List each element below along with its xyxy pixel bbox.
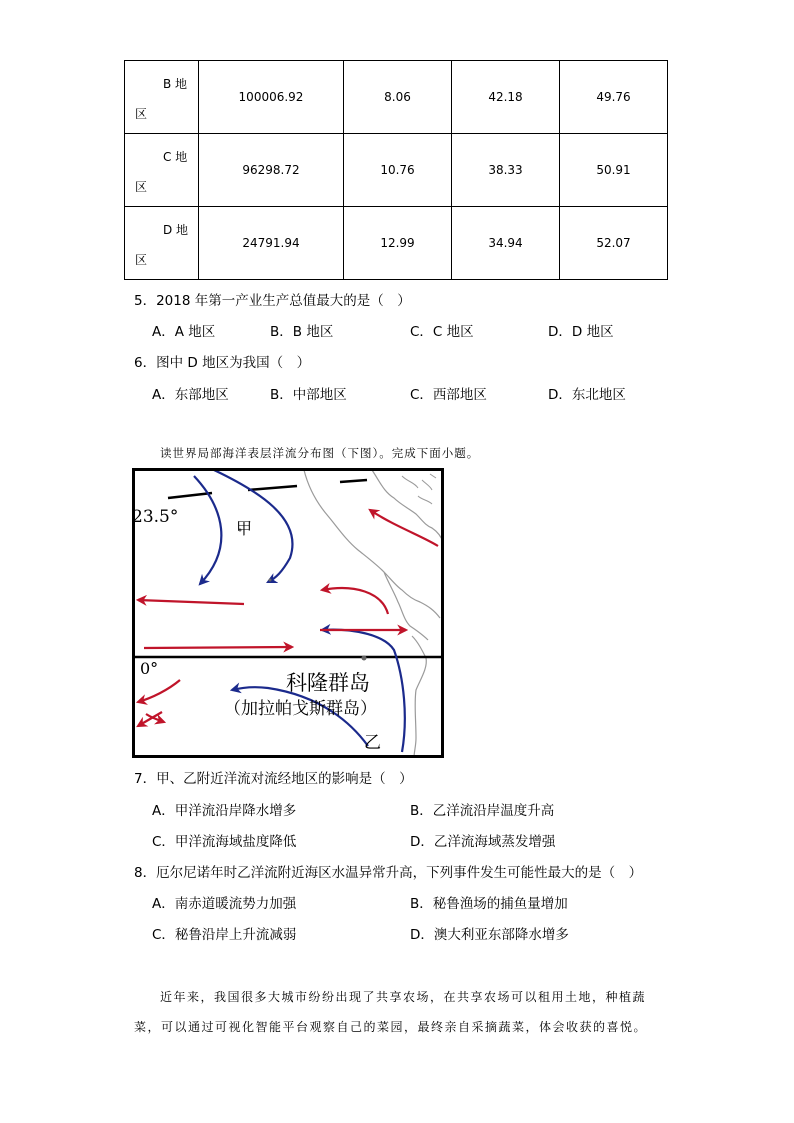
current-label-jia: 甲 <box>236 519 253 538</box>
q7-option-b: B．乙洋流沿岸温度升高 <box>410 803 555 819</box>
q6-option-a: A．东部地区 <box>152 387 229 403</box>
q5-option-c: C．C 地区 <box>410 324 474 340</box>
table-cell: 10.76 <box>344 134 452 207</box>
row-header: C 地 区 <box>125 134 199 207</box>
row-header: D 地 区 <box>125 207 199 280</box>
q7-option-d: D．乙洋流海域蒸发增强 <box>410 834 556 850</box>
question-7-stem: 7．甲、乙附近洋流对流经地区的影响是（ ） <box>134 771 413 787</box>
q8-option-d: D．澳大利亚东部降水增多 <box>410 927 569 943</box>
south-warm-current-1 <box>138 680 180 702</box>
table-row <box>125 61 668 134</box>
q6-option-d: D．东北地区 <box>548 387 626 403</box>
table-cell: 50.91 <box>560 134 668 207</box>
passage-line-2: 菜，可以通过可视化智能平台观察自己的菜园，最终亲自采摘蔬菜，体会收获的喜悦。 <box>134 1020 648 1034</box>
current-label-yi: 乙 <box>364 733 381 753</box>
island-alt-name: （加拉帕戈斯群岛） <box>224 699 377 719</box>
island-name: 科隆群岛 <box>286 671 370 695</box>
question-6-stem: 6．图中 D 地区为我国（ ） <box>134 355 311 371</box>
table-row <box>125 207 668 280</box>
q8-option-a: A．南赤道暖流势力加强 <box>152 896 297 912</box>
table-cell: 12.99 <box>344 207 452 280</box>
q5-option-b: B．B 地区 <box>270 324 334 340</box>
q8-option-b: B．秘鲁渔场的捕鱼量增加 <box>410 896 568 912</box>
q8-option-c: C．秘鲁沿岸上升流减弱 <box>152 927 297 943</box>
row-header: B 地 区 <box>125 61 199 134</box>
equatorial-countercurrent-1 <box>144 647 292 648</box>
table-cell: 34.94 <box>452 207 560 280</box>
latitude-label-23-5: 23.5° <box>132 507 179 527</box>
passage-line-1: 近年来，我国很多大城市纷纷出现了共享农场，在共享农场可以租用土地，种植蔬 <box>160 990 647 1004</box>
table-row <box>125 134 668 207</box>
cold-current-jia-1 <box>194 476 221 584</box>
coastline-south-america <box>412 636 426 758</box>
table-cell: 38.33 <box>452 134 560 207</box>
q5-option-d: D．D 地区 <box>548 324 614 340</box>
table-cell: 96298.72 <box>199 134 344 207</box>
caribbean-islands <box>402 474 436 504</box>
warm-current-gulf <box>370 510 438 546</box>
map-dot <box>269 579 272 582</box>
table-cell: 24791.94 <box>199 207 344 280</box>
q5-option-a: A．A 地区 <box>152 324 216 340</box>
data-table <box>124 60 668 280</box>
table-cell: 52.07 <box>560 207 668 280</box>
q7-option-a: A．甲洋流沿岸降水增多 <box>152 803 297 819</box>
tropic-line <box>168 480 367 498</box>
table-cell: 49.76 <box>560 61 668 134</box>
ocean-current-map <box>132 468 444 758</box>
warm-current-curl <box>322 588 388 614</box>
latitude-label-0: 0° <box>140 659 159 678</box>
q6-option-b: B．中部地区 <box>270 387 347 403</box>
table-cell: 42.18 <box>452 61 560 134</box>
question-5-stem: 5．2018 年第一产业生产总值最大的是（ ） <box>134 293 411 309</box>
map-dot <box>362 656 367 661</box>
table-cell: 8.06 <box>344 61 452 134</box>
question-8-stem: 8．厄尔尼诺年时乙洋流附近海区水温异常升高，下列事件发生可能性最大的是（ ） <box>134 865 643 881</box>
q6-option-c: C．西部地区 <box>410 387 487 403</box>
table-cell: 100006.92 <box>199 61 344 134</box>
q7-option-c: C．甲洋流海域盐度降低 <box>152 834 297 850</box>
north-equatorial-current <box>138 600 244 604</box>
map-intro: 读世界局部海洋表层洋流分布图（下图）。完成下面小题。 <box>160 446 480 460</box>
